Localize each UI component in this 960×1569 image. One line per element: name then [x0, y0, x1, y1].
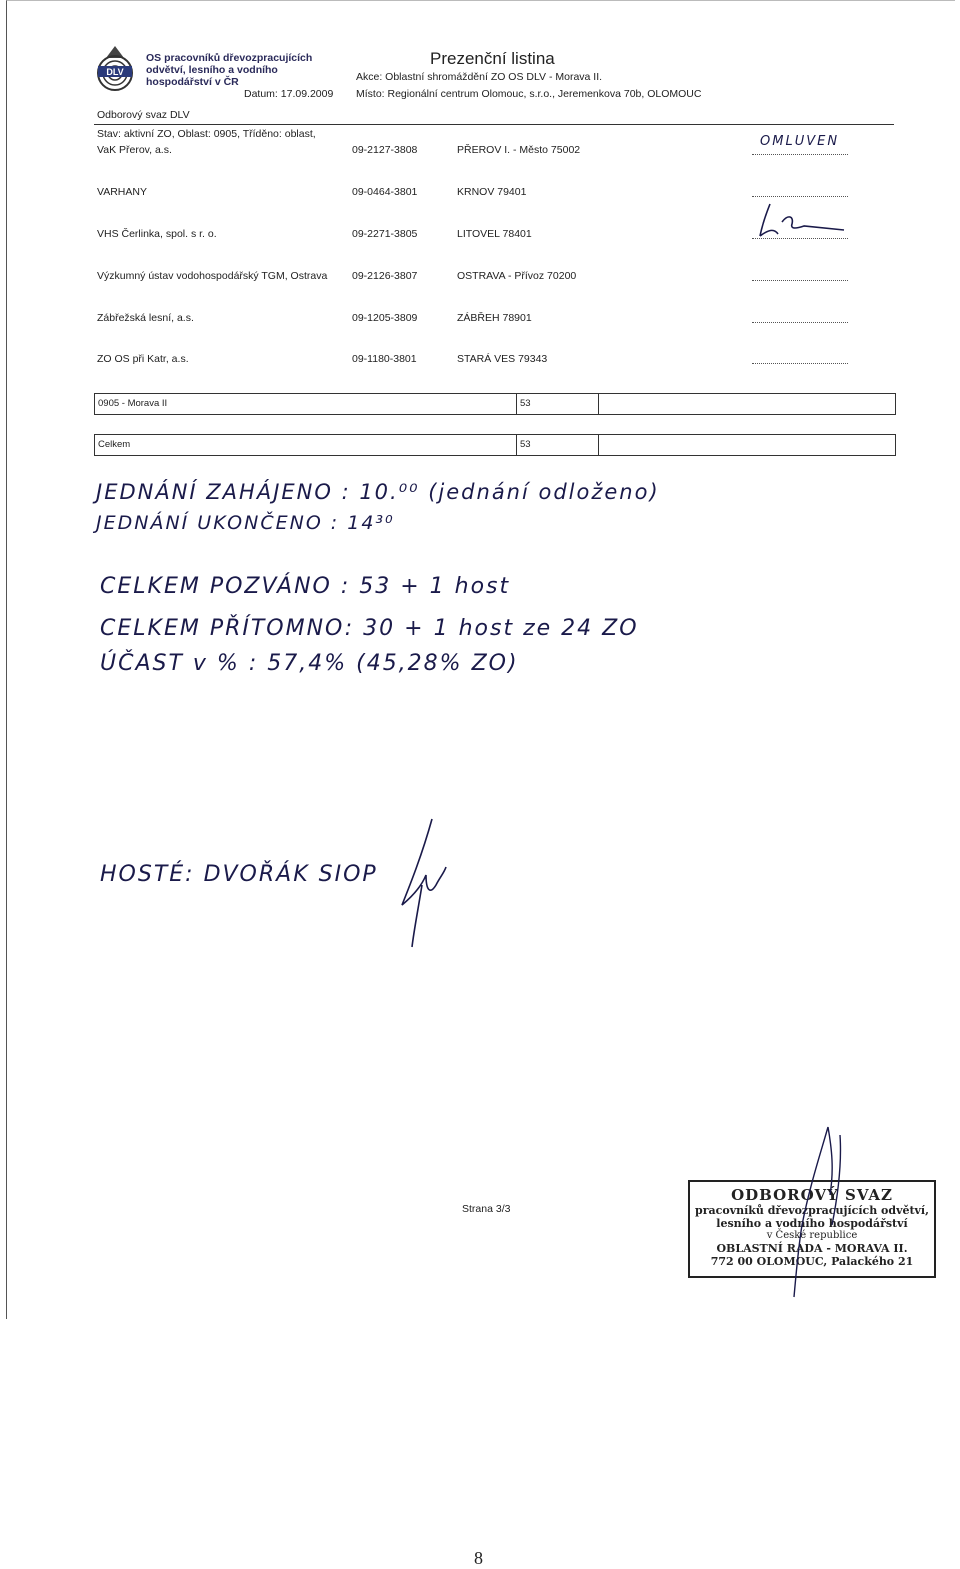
datum-line: Datum: 17.09.2009	[244, 88, 334, 100]
note-attendance-percent: ÚČAST v % : 57,4% (45,28% ZO)	[100, 651, 519, 676]
signature-line	[752, 196, 848, 197]
page-counter: Strana 3/3	[462, 1203, 511, 1215]
stamp-line-6: 772 00 OLOMOUC, Palackého 21	[710, 1255, 914, 1268]
status-line: Stav: aktivní ZO, Oblast: 0905, Tříděno: oblast,	[97, 128, 316, 140]
dlv-logo	[94, 46, 136, 94]
row-name: Výzkumný ústav vodohospodářský TGM, Ostrava	[97, 270, 328, 282]
header-rule	[94, 124, 894, 125]
org-line-2: odvětví, lesního a vodního	[146, 64, 278, 76]
stamp-line-1: ODBOROVÝ SVAZ	[731, 1186, 893, 1204]
logo-text: DLV	[106, 67, 124, 77]
summary-value: 53	[517, 435, 599, 455]
summary-region	[94, 393, 896, 415]
row-name: ZO OS při Katr, a.s.	[97, 353, 189, 365]
summary-total	[94, 434, 896, 456]
note-invited: CELKEM POZVÁNO : 53 + 1 host	[100, 574, 511, 599]
row-code: 09-1180-3801	[352, 353, 417, 365]
note-meeting-start: JEDNÁNÍ ZAHÁJENO : 10.⁰⁰ (jednání odloženo)	[96, 480, 660, 504]
stamp-signature	[780, 1125, 870, 1300]
note-meeting-end: JEDNÁNÍ UKONČENO : 14³⁰	[96, 512, 395, 534]
note-present: CELKEM PŘÍTOMNO: 30 + 1 host ze 24 ZO	[100, 616, 639, 641]
org-line-1: OS pracovníků dřevozpracujících	[146, 52, 313, 64]
org-line-3: hospodářství v ČR	[146, 76, 239, 88]
page-number: 8	[474, 1548, 483, 1568]
row-place: KRNOV 79401	[457, 186, 527, 198]
summary-label: Celkem	[95, 435, 517, 455]
row-name: VaK Přerov, a.s.	[97, 144, 172, 156]
row-code: 09-1205-3809	[352, 312, 418, 324]
stamp-line-3: lesního a vodního hospodářství	[716, 1217, 908, 1230]
document-title: Prezenční listina	[430, 49, 555, 68]
stamp-line-2: pracovníků dřevozpracujících odvětví,	[695, 1204, 929, 1217]
handwritten-signature	[748, 200, 848, 240]
guest-signature	[392, 815, 452, 950]
row-name: VHS Čerlinka, spol. s r. o.	[97, 228, 217, 240]
note-guests: HOSTÉ: DVOŘÁK SIOP	[100, 862, 378, 887]
signature-text: OMLUVEN	[760, 134, 840, 149]
signature-line	[752, 363, 848, 364]
row-name: Zábřežská lesní, a.s.	[97, 312, 194, 324]
union-name: Odborový svaz DLV	[97, 109, 190, 121]
row-place: STARÁ VES 79343	[457, 353, 548, 365]
akce-line: Akce: Oblastní shromáždění ZO OS DLV - Morava II.	[356, 71, 603, 83]
row-code: 09-2271-3805	[352, 228, 418, 240]
summary-value: 53	[517, 394, 599, 414]
summary-label: 0905 - Morava II	[95, 394, 517, 414]
row-place: PŘEROV I. - Město 75002	[457, 144, 581, 156]
signature-line	[752, 154, 848, 155]
row-place: ZÁBŘEH 78901	[457, 312, 532, 324]
row-code: 09-2126-3807	[352, 270, 418, 282]
signature-line	[752, 322, 848, 323]
row-name: VARHANY	[97, 186, 147, 198]
signature-line	[752, 280, 848, 281]
stamp-line-5: OBLASTNÍ RADA - MORAVA II.	[716, 1242, 908, 1255]
row-code: 09-2127-3808	[352, 144, 418, 156]
row-place: OSTRAVA - Přívoz 70200	[457, 270, 577, 282]
stamp-line-4: v České republice	[766, 1230, 858, 1241]
row-place: LITOVEL 78401	[457, 228, 532, 240]
row-code: 09-0464-3801	[352, 186, 418, 198]
misto-line: Místo: Regionální centrum Olomouc, s.r.o., Jeremenkova 70b, OLOMOUC	[356, 88, 702, 100]
